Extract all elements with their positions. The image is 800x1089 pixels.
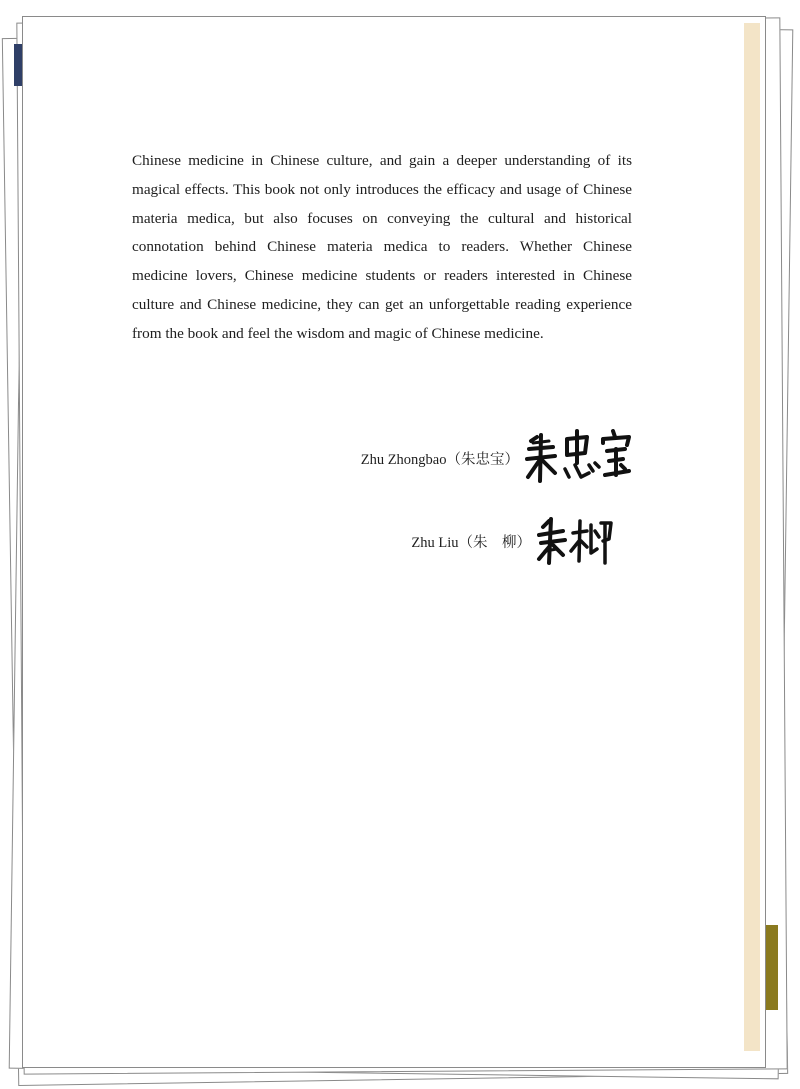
signature-row: [361, 429, 635, 487]
handwritten-signature-icon: [535, 515, 615, 567]
author-name-label: Zhu Zhongbao（朱忠宝）: [360, 451, 519, 468]
olive-tab-edge: [764, 925, 778, 1010]
signature-row: [411, 515, 615, 567]
front-page: [22, 16, 766, 1068]
body-paragraph: Chinese medicine in Chinese culture, and gain a deeper understanding of its magical effects. This book not only introduces the efficacy and usage of Chinese materia medica, but also focuses on conveying the cultural and historical connotation behind Chinese materia medica to readers. Whether Chinese medicine lovers, Chinese medicine students or readers interested in Chinese culture and Chinese medicine, they can get an unforgettable reading experience from the book and feel the wisdom and magic of Chinese medicine.: [132, 152, 632, 342]
author-name-label: Zhu Liu（朱 柳）: [411, 534, 531, 551]
page-edge-strip: [744, 23, 760, 1051]
handwritten-signature-icon: [523, 429, 635, 487]
